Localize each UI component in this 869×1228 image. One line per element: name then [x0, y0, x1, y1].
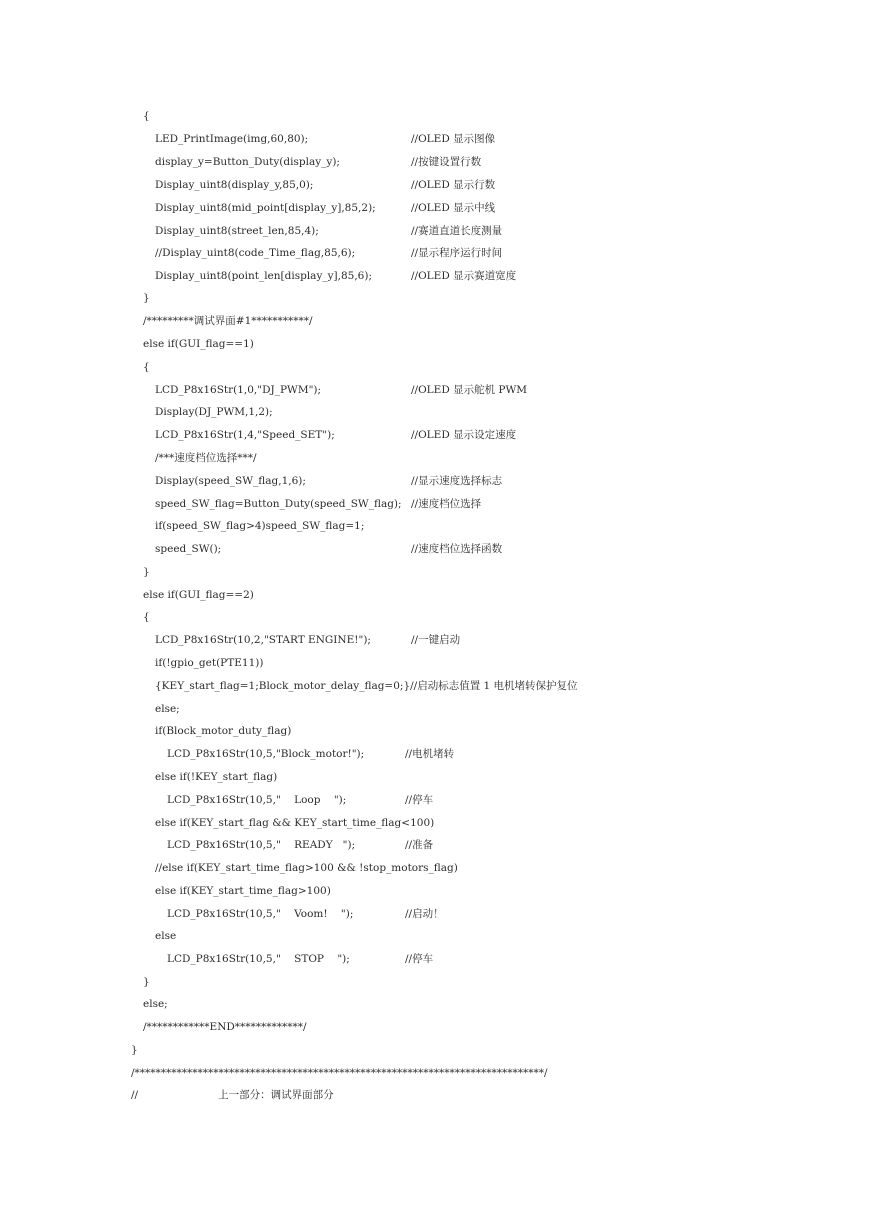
code-comment: //速度档位选择函数	[411, 543, 503, 555]
code-text: if(!gpio_get(PTE11))	[155, 657, 264, 669]
code-text: Display_uint8(street_len,85,4);	[155, 225, 319, 237]
code-text: else if(KEY_start_flag && KEY_start_time_flag<100)	[155, 817, 435, 829]
code-comment: //显示程序运行时间	[411, 247, 503, 259]
code-comment: //准备	[405, 839, 434, 851]
code-comment: //速度档位选择	[411, 498, 482, 510]
code-text: Display(DJ_PWM,1,2);	[155, 406, 273, 418]
code-text: if(Block_motor_duty_flag)	[155, 725, 292, 737]
code-text: else;	[155, 703, 180, 715]
code-comment: //OLED 显示中线	[411, 202, 496, 214]
code-text: /*********调试界面#1***********/	[143, 315, 313, 327]
code-text: LCD_P8x16Str(10,5," READY ");	[167, 839, 356, 851]
code-text: LCD_P8x16Str(10,5," Loop ");	[167, 794, 347, 806]
code-text: LCD_P8x16Str(1,4,"Speed_SET");	[155, 429, 335, 441]
code-text: else if(GUI_flag==1)	[143, 338, 254, 350]
code-comment: //OLED 显示赛道宽度	[411, 270, 517, 282]
code-comment: //显示速度选择标志	[411, 475, 503, 487]
code-text: speed_SW();	[155, 543, 222, 555]
code-text: // 上一部分：调试界面部分	[131, 1089, 334, 1101]
code-text: speed_SW_flag=Button_Duty(speed_SW_flag);	[155, 498, 402, 510]
code-text: /************END*************/	[143, 1021, 307, 1033]
code-text: }	[143, 566, 150, 578]
code-text: Display_uint8(mid_point[display_y],85,2);	[155, 202, 376, 214]
code-text: {	[143, 611, 150, 623]
code-text: //else if(KEY_start_time_flag>100 && !stop_motors_flag)	[155, 862, 458, 874]
code-text: LCD_P8x16Str(10,5,"Block_motor!");	[167, 748, 365, 760]
code-comment: //赛道直道长度测量	[411, 225, 503, 237]
code-comment: //OLED 显示图像	[411, 133, 496, 145]
code-text: Display_uint8(display_y,85,0);	[155, 179, 314, 191]
code-text: {	[143, 110, 150, 122]
code-text: /***速度档位选择***/	[155, 452, 257, 464]
code-text: Display(speed_SW_flag,1,6);	[155, 475, 306, 487]
code-text: LCD_P8x16Str(10,2,"START ENGINE!");	[155, 634, 371, 646]
code-text: }	[143, 976, 150, 988]
code-comment: //停车	[405, 953, 434, 965]
code-comment: //一键启动	[411, 634, 461, 646]
code-comment: //启动！	[405, 908, 444, 920]
code-text: else;	[143, 998, 168, 1010]
code-text: else if(GUI_flag==2)	[143, 589, 254, 601]
code-comment: //电机堵转	[405, 748, 455, 760]
code-text: LCD_P8x16Str(10,5," Voom! ");	[167, 908, 354, 920]
code-text: Display_uint8(point_len[display_y],85,6);	[155, 270, 372, 282]
code-text: {	[143, 361, 150, 373]
code-comment: //按键设置行数	[411, 156, 482, 168]
code-text: display_y=Button_Duty(display_y);	[155, 156, 340, 168]
code-comment: //OLED 显示设定速度	[411, 429, 517, 441]
code-comment: //OLED 显示行数	[411, 179, 496, 191]
code-text: LCD_P8x16Str(10,5," STOP ");	[167, 953, 350, 965]
code-text: {KEY_start_flag=1;Block_motor_delay_flag=0;}//启动标志值置 1 电机堵转保护复位	[155, 680, 578, 692]
code-comment: //停车	[405, 794, 434, 806]
code-text: }	[143, 292, 150, 304]
code-comment: //OLED 显示舵机 PWM	[411, 384, 528, 396]
code-text: else if(!KEY_start_flag)	[155, 771, 278, 783]
code-text: /******************************************************************************/	[131, 1067, 548, 1079]
code-text: else if(KEY_start_time_flag>100)	[155, 885, 331, 897]
code-text: }	[131, 1044, 138, 1056]
code-text: //Display_uint8(code_Time_flag,85,6);	[155, 247, 356, 259]
code-text: LED_PrintImage(img,60,80);	[155, 133, 309, 145]
code-text: if(speed_SW_flag>4)speed_SW_flag=1;	[155, 520, 365, 532]
code-text: LCD_P8x16Str(1,0,"DJ_PWM");	[155, 384, 322, 396]
code-text: else	[155, 930, 177, 942]
